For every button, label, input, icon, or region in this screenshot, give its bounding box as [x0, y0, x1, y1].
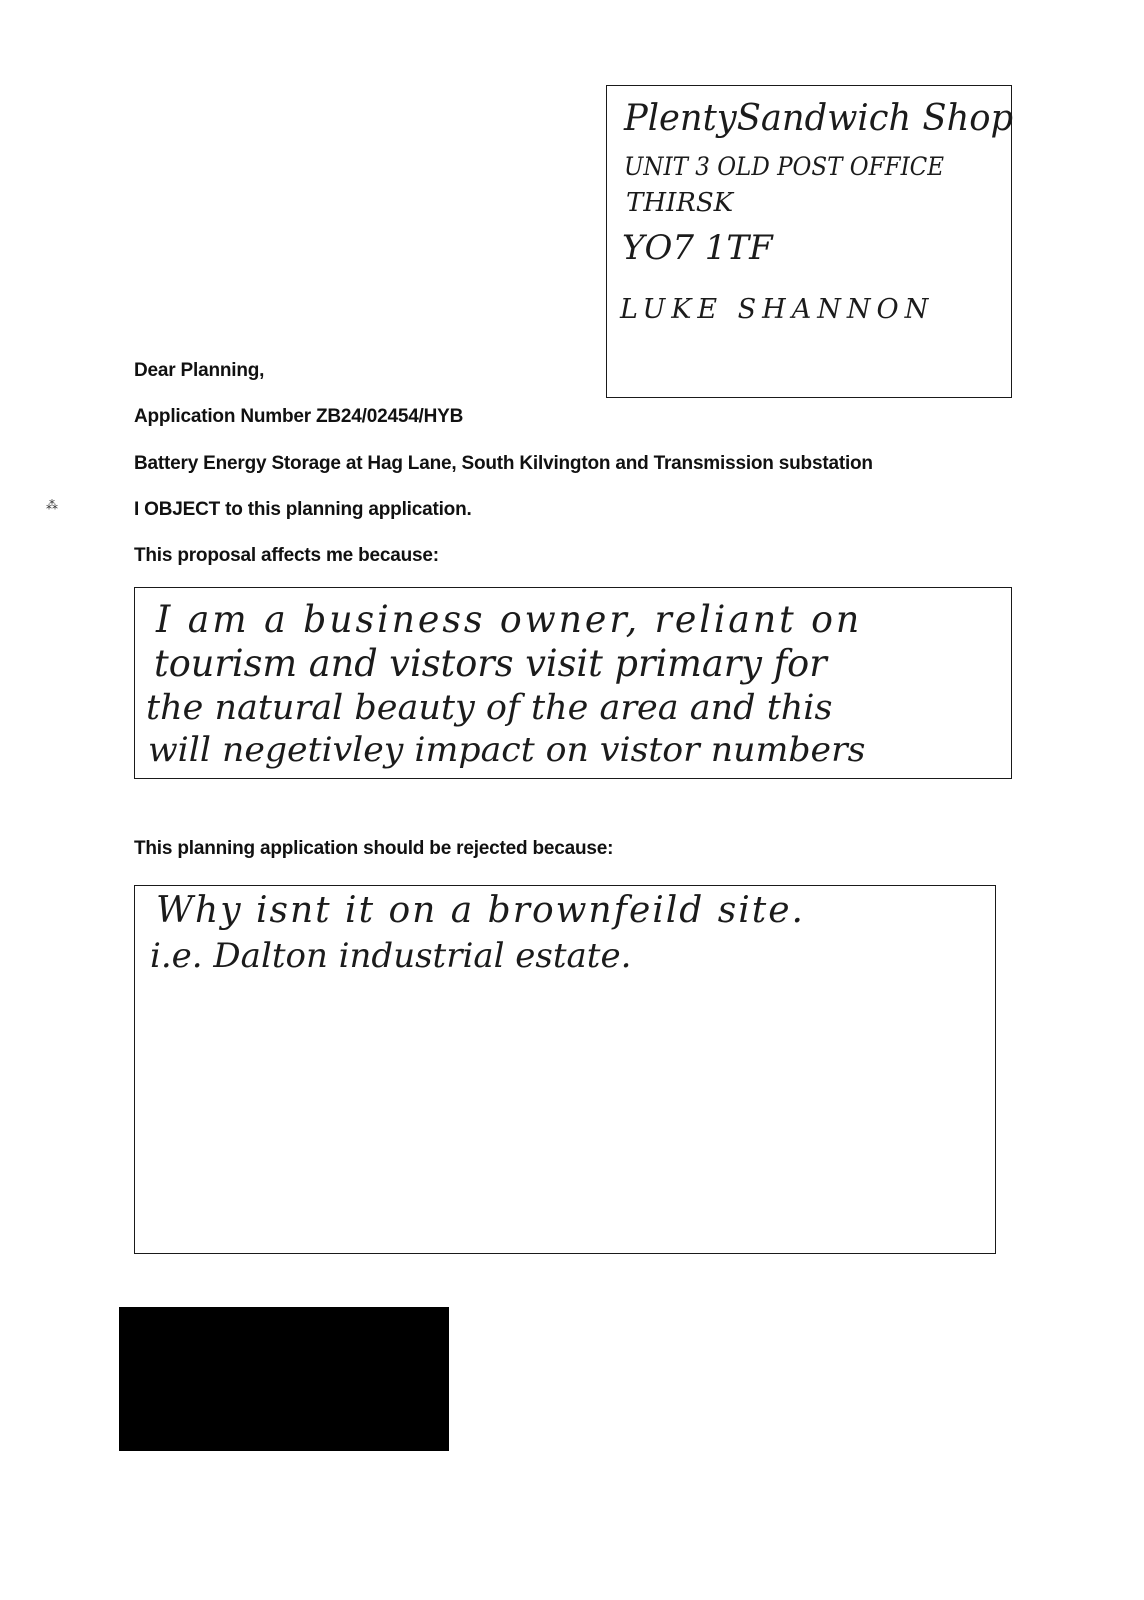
sender-town: THIRSK	[626, 188, 734, 218]
affects-heading: This proposal affects me because:	[134, 545, 439, 566]
application-number: Application Number ZB24/02454/HYB	[134, 406, 464, 427]
sender-postcode: YO7 1TF	[622, 228, 773, 268]
sender-name: LUKE SHANNON	[620, 294, 935, 325]
rejected-response-line: i.e. Dalton industrial estate.	[150, 936, 632, 976]
sender-business-name: PlentySandwich Shop	[624, 98, 1014, 139]
objection-statement: I OBJECT to this planning application.	[134, 499, 472, 520]
affects-response-line: I am a business owner, reliant on	[156, 598, 863, 641]
affects-response-line: tourism and vistors visit primary for	[154, 642, 827, 685]
scan-speck: ⁂	[46, 498, 58, 512]
rejected-response-line: Why isnt it on a brownfeild site.	[156, 890, 805, 931]
rejected-heading: This planning application should be rejected because:	[134, 838, 614, 859]
application-subject: Battery Energy Storage at Hag Lane, South Kilvington and Transmission substation	[134, 453, 873, 474]
sender-address-line: UNIT 3 OLD POST OFFICE	[624, 152, 945, 181]
affects-response-line: the natural beauty of the area and this	[146, 688, 833, 728]
affects-response-line: will negetivley impact on vistor numbers	[148, 730, 866, 770]
redacted-signature	[119, 1307, 449, 1451]
salutation: Dear Planning,	[134, 360, 265, 381]
